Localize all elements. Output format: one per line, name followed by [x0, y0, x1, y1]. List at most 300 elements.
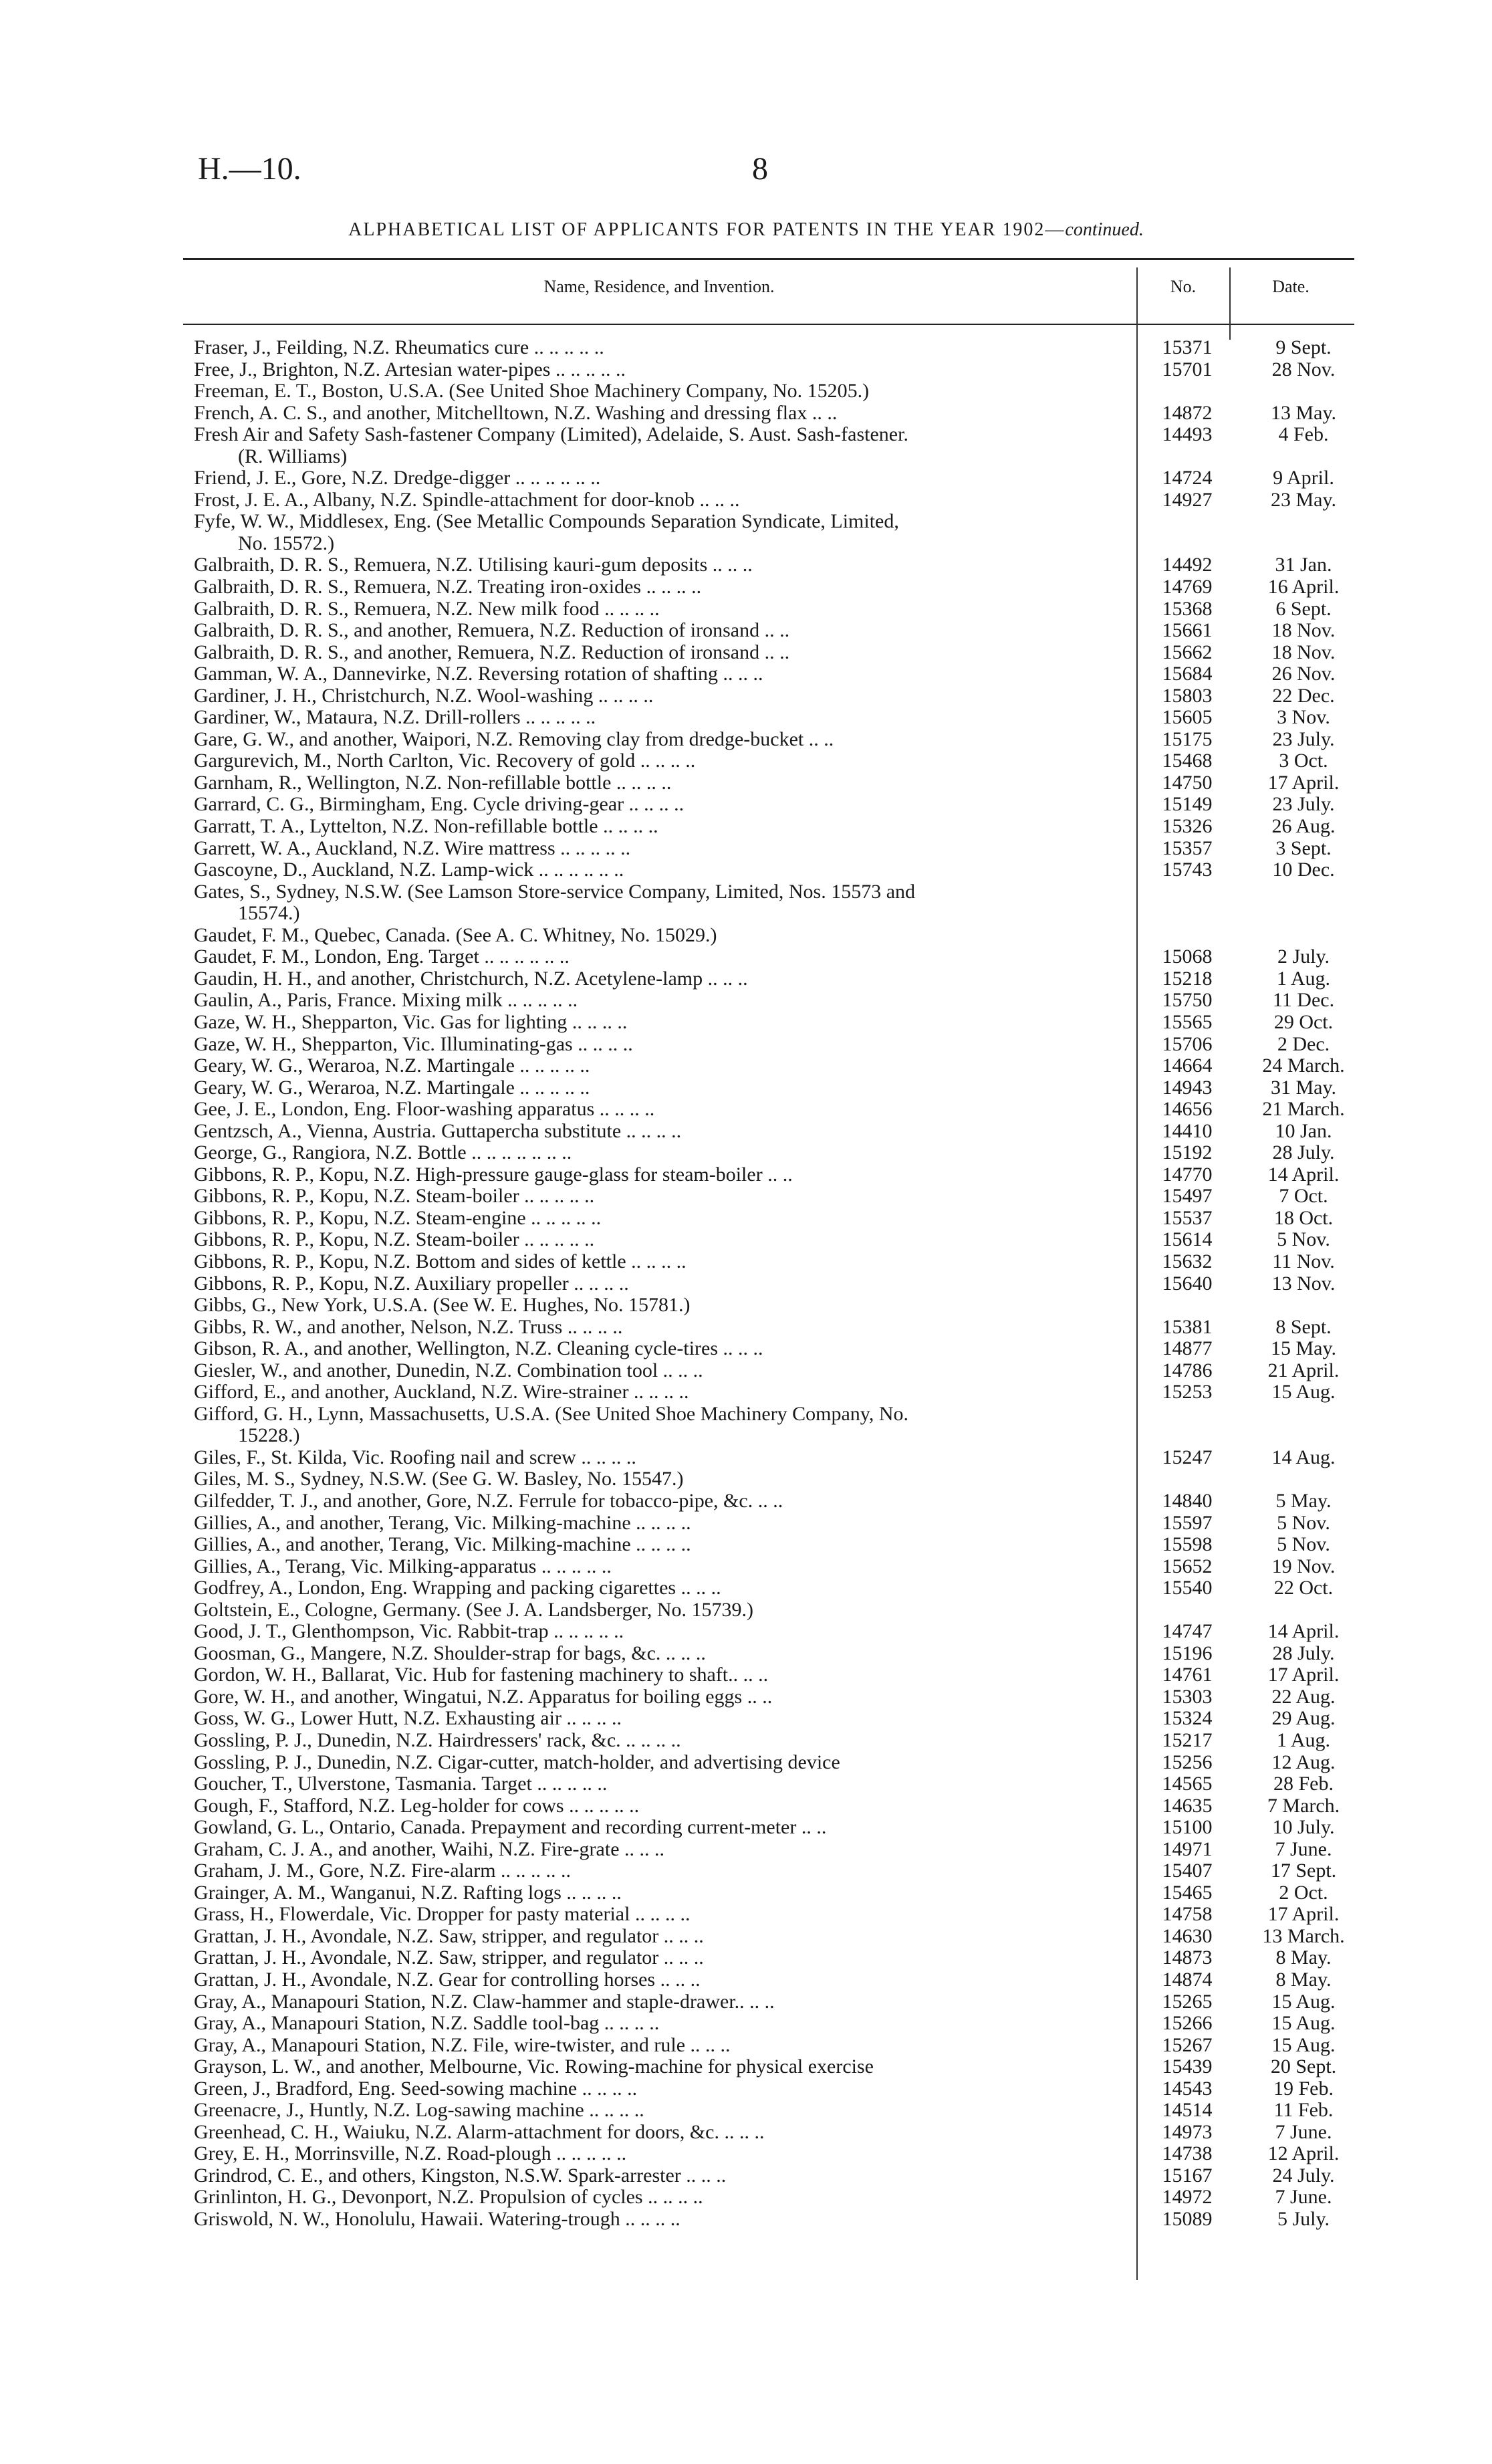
patent-number: 15218 — [1162, 967, 1213, 990]
table-row — [194, 359, 1357, 381]
applicant-entry: Gordon, W. H., Ballarat, Vic. Hub for fastening machinery to shaft.. .. .. — [194, 1664, 769, 1686]
application-date: 31 May. — [1270, 1076, 1337, 1099]
applicant-entry: 15574.) — [238, 903, 300, 925]
applicant-entry: Grattan, J. H., Avondale, N.Z. Saw, stripper, and regulator .. .. .. — [194, 1947, 704, 1969]
applicant-entry: Grass, H., Flowerdale, Vic. Dropper for pasty material .. .. .. .. — [194, 1904, 691, 1926]
application-date: 28 Nov. — [1271, 358, 1336, 380]
applicant-entry: Goltstein, E., Cologne, Germany. (See J. A. Landsberger, No. 15739.) — [194, 1599, 753, 1621]
patent-number: 15303 — [1162, 1685, 1213, 1708]
applicant-entry: Gibbons, R. P., Kopu, N.Z. Steam-engine .. .. .. .. .. — [194, 1207, 602, 1229]
table-row — [194, 1860, 1357, 1882]
table-row — [194, 990, 1357, 1012]
application-date: 11 Dec. — [1272, 989, 1335, 1012]
patent-number: 15149 — [1162, 793, 1213, 816]
applicant-entry: Gibbons, R. P., Kopu, N.Z. Auxiliary propeller .. .. .. .. — [194, 1272, 629, 1295]
application-date: 1 Aug. — [1276, 967, 1330, 990]
patent-number: 15439 — [1162, 2055, 1213, 2078]
applicant-entry: Garnham, R., Wellington, N.Z. Non-refillable bottle .. .. .. .. — [194, 772, 672, 794]
patent-number: 15605 — [1162, 706, 1213, 729]
table-row — [194, 1034, 1357, 1056]
table-row — [194, 1904, 1357, 1926]
application-date: 21 April. — [1267, 1359, 1340, 1381]
applicant-entry: Grattan, J. H., Avondale, N.Z. Gear for controlling horses .. .. .. — [194, 1969, 701, 1991]
table-row — [194, 1773, 1357, 1795]
patent-number: 15267 — [1162, 2033, 1213, 2056]
applicant-entry: Gray, A., Manapouri Station, N.Z. File, wire-twister, and rule .. .. .. — [194, 2034, 731, 2056]
patent-number: 15217 — [1162, 1729, 1213, 1751]
patent-number: 15701 — [1162, 358, 1213, 380]
applicant-entry: French, A. C. S., and another, Mitchelltown, N.Z. Washing and dressing flax .. .. — [194, 402, 838, 424]
table-row — [194, 2165, 1357, 2187]
application-date: 5 Nov. — [1277, 1511, 1330, 1534]
application-date: 18 Nov. — [1271, 641, 1336, 663]
application-date: 13 May. — [1270, 401, 1337, 424]
applicant-entry: Galbraith, D. R. S., Remuera, N.Z. New milk food .. .. .. .. — [194, 598, 660, 620]
table-row — [194, 1273, 1357, 1295]
patent-number: 14770 — [1162, 1163, 1213, 1186]
table-row — [194, 903, 1357, 925]
applicant-entry: Freeman, E. T., Boston, U.S.A. (See United Shoe Machinery Company, No. 15205.) — [194, 380, 870, 403]
application-date: 7 June. — [1275, 2120, 1332, 2143]
table-row — [194, 380, 1357, 403]
applicant-entry: Fyfe, W. W., Middlesex, Eng. (See Metallic Compounds Separation Syndicate, Limited, — [194, 511, 899, 533]
table-row — [194, 663, 1357, 685]
application-date: 12 Aug. — [1271, 1751, 1336, 1773]
applicant-entry: Gilfedder, T. J., and another, Gore, N.Z. Ferrule for tobacco-pipe, &c. .. .. — [194, 1490, 783, 1512]
application-date: 24 July. — [1272, 2164, 1335, 2187]
applicant-entry: Gibson, R. A., and another, Wellington, N.Z. Cleaning cycle-tires .. .. .. — [194, 1338, 763, 1360]
applicant-entry: Greenacre, J., Huntly, N.Z. Log-sawing machine .. .. .. .. — [194, 2100, 644, 2122]
table-row — [194, 816, 1357, 838]
application-date: 7 June. — [1275, 2186, 1332, 2209]
patent-number: 15537 — [1162, 1206, 1213, 1229]
patent-number: 14738 — [1162, 2142, 1213, 2165]
application-date: 11 Nov. — [1272, 1250, 1335, 1272]
applicant-entry: Gore, W. H., and another, Wingatui, N.Z. Apparatus for boiling eggs .. .. — [194, 1686, 773, 1708]
application-date: 28 Feb. — [1273, 1773, 1334, 1795]
applicant-list — [194, 337, 1357, 2231]
application-date: 13 March. — [1262, 1924, 1345, 1947]
application-date: 8 May. — [1275, 1969, 1332, 1991]
table-row — [194, 772, 1357, 794]
application-date: 12 April. — [1267, 2142, 1340, 2165]
table-row — [194, 1490, 1357, 1513]
table-row — [194, 1643, 1357, 1665]
table-row — [194, 1338, 1357, 1360]
table-row — [194, 1708, 1357, 1730]
applicant-entry: Gray, A., Manapouri Station, N.Z. Saddle tool-bag .. .. .. .. — [194, 2013, 660, 2035]
table-row — [194, 1513, 1357, 1535]
table-row — [194, 2056, 1357, 2078]
table-row — [194, 533, 1357, 555]
table-row — [194, 1599, 1357, 1621]
table-row — [194, 1664, 1357, 1686]
page-number: 8 — [752, 151, 768, 187]
applicant-entry: Gardiner, J. H., Christchurch, N.Z. Wool-washing .. .. .. .. — [194, 685, 654, 707]
table-row — [194, 1969, 1357, 1991]
applicant-entry: Giles, F., St. Kilda, Vic. Roofing nail and screw .. .. .. .. — [194, 1446, 636, 1468]
patent-number: 14410 — [1162, 1119, 1213, 1142]
table-row — [194, 1381, 1357, 1404]
applicant-entry: Gardiner, W., Mataura, N.Z. Drill-rollers .. .. .. .. .. — [194, 707, 596, 729]
table-row — [194, 1556, 1357, 1578]
patent-number: 15192 — [1162, 1141, 1213, 1164]
patent-number: 14635 — [1162, 1794, 1213, 1817]
patent-number: 15652 — [1162, 1555, 1213, 1577]
patent-number: 15684 — [1162, 663, 1213, 685]
patent-number: 15266 — [1162, 2012, 1213, 2035]
patent-number: 15614 — [1162, 1228, 1213, 1251]
patent-number: 15175 — [1162, 727, 1213, 750]
applicant-entry: Frost, J. E. A., Albany, N.Z. Spindle-attachment for door-knob .. .. .. — [194, 489, 740, 511]
table-row — [194, 554, 1357, 576]
applicant-entry: Gibbs, R. W., and another, Nelson, N.Z. Truss .. .. .. .. — [194, 1316, 623, 1338]
patent-number: 14750 — [1162, 771, 1213, 794]
table-row — [194, 2209, 1357, 2231]
header-rule — [183, 324, 1354, 325]
application-date: 22 Aug. — [1271, 1685, 1336, 1708]
application-date: 15 Aug. — [1271, 1381, 1336, 1404]
patent-number: 15565 — [1162, 1010, 1213, 1033]
patent-number: 15371 — [1162, 336, 1213, 358]
applicant-entry: George, G., Rangiora, N.Z. Bottle .. .. .. .. .. .. .. — [194, 1142, 572, 1164]
table-row — [194, 750, 1357, 772]
applicant-entry: Gillies, A., Terang, Vic. Milking-apparatus .. .. .. .. .. — [194, 1555, 612, 1577]
table-row — [194, 1817, 1357, 1839]
applicant-entry: Fresh Air and Safety Sash-fastener Company (Limited), Adelaide, S. Aust. Sash-fastener. — [194, 424, 908, 446]
list-title-continued: continued. — [1065, 219, 1144, 240]
applicant-entry: Gee, J. E., London, Eng. Floor-washing apparatus .. .. .. .. — [194, 1099, 655, 1121]
table-row — [194, 337, 1357, 359]
applicant-entry: Free, J., Brighton, N.Z. Artesian water-pipes .. .. .. .. .. — [194, 358, 626, 380]
table-row — [194, 1164, 1357, 1186]
patent-number: 14492 — [1162, 554, 1213, 576]
table-row — [194, 620, 1357, 642]
application-date: 5 Nov. — [1277, 1533, 1330, 1556]
application-date: 10 July. — [1272, 1816, 1335, 1839]
patent-number: 14840 — [1162, 1489, 1213, 1512]
table-row — [194, 1730, 1357, 1752]
table-row — [194, 685, 1357, 707]
application-date: 3 Nov. — [1277, 706, 1330, 729]
applicant-entry: Giles, M. S., Sydney, N.S.W. (See G. W. Basley, No. 15547.) — [194, 1468, 684, 1490]
patent-number: 15326 — [1162, 815, 1213, 838]
table-row — [194, 2013, 1357, 2035]
application-date: 4 Feb. — [1278, 423, 1329, 446]
table-row — [194, 2100, 1357, 2122]
patent-number: 14656 — [1162, 1098, 1213, 1121]
application-date: 26 Aug. — [1271, 815, 1336, 838]
list-title — [0, 219, 1492, 241]
applicant-entry: Grey, E. H., Morrinsville, N.Z. Road-plough .. .. .. .. .. — [194, 2143, 627, 2165]
application-date: 21 March. — [1262, 1098, 1345, 1121]
applicant-entry: Grainger, A. M., Wanganui, N.Z. Rafting logs .. .. .. .. — [194, 1882, 622, 1904]
table-row — [194, 489, 1357, 512]
table-row — [194, 1317, 1357, 1339]
applicant-entry: Gaudet, F. M., London, Eng. Target .. .. .. .. .. .. — [194, 946, 570, 968]
application-date: 5 Nov. — [1277, 1228, 1330, 1251]
table-row — [194, 1468, 1357, 1490]
patent-number: 15068 — [1162, 945, 1213, 968]
application-date: 14 April. — [1267, 1163, 1340, 1186]
table-row — [194, 1947, 1357, 1969]
application-date: 15 Aug. — [1271, 2012, 1336, 2035]
table-row — [194, 1099, 1357, 1121]
table-row — [194, 707, 1357, 729]
applicant-entry: Grinlinton, H. G., Devonport, N.Z. Propulsion of cycles .. .. .. .. — [194, 2187, 703, 2209]
applicant-entry: Good, J. T., Glenthompson, Vic. Rabbit-trap .. .. .. .. .. — [194, 1621, 624, 1643]
patent-number: 15468 — [1162, 750, 1213, 772]
application-date: 23 July. — [1272, 793, 1335, 816]
applicant-entry: Gaze, W. H., Shepparton, Vic. Gas for lighting .. .. .. .. — [194, 1011, 628, 1033]
applicant-entry: (R. Williams) — [238, 445, 348, 467]
patent-number: 14973 — [1162, 2120, 1213, 2143]
table-row — [194, 1142, 1357, 1164]
table-row — [194, 946, 1357, 968]
patent-number: 14874 — [1162, 1969, 1213, 1991]
table-row — [194, 881, 1357, 903]
table-row — [194, 1055, 1357, 1077]
applicant-entry: Galbraith, D. R. S., Remuera, N.Z. Treating iron-oxides .. .. .. .. — [194, 576, 702, 598]
applicant-entry: Gaulin, A., Paris, France. Mixing milk .. .. .. .. .. — [194, 990, 578, 1012]
application-date: 16 April. — [1267, 576, 1340, 598]
list-title-main: ALPHABETICAL LIST OF APPLICANTS FOR PATENTS IN THE YEAR 1902— — [348, 219, 1066, 240]
patent-number: 15368 — [1162, 597, 1213, 620]
application-date: 18 Oct. — [1273, 1206, 1334, 1229]
patent-number: 15706 — [1162, 1032, 1213, 1055]
applicant-entry: Gibbons, R. P., Kopu, N.Z. Steam-boiler .. .. .. .. .. — [194, 1229, 595, 1251]
applicant-entry: Gillies, A., and another, Terang, Vic. Milking-machine .. .. .. .. — [194, 1512, 691, 1534]
patent-number: 14565 — [1162, 1773, 1213, 1795]
applicant-entry: Gates, S., Sydney, N.S.W. (See Lamson Store-service Company, Limited, Nos. 15573 and — [194, 881, 916, 903]
table-row — [194, 1208, 1357, 1230]
applicant-entry: Fraser, J., Feilding, N.Z. Rheumatics cure .. .. .. .. .. — [194, 337, 604, 358]
patent-number: 15247 — [1162, 1446, 1213, 1468]
application-date: 11 Feb. — [1273, 2099, 1334, 2122]
patent-number: 15465 — [1162, 1881, 1213, 1904]
applicant-entry: Goosman, G., Mangere, N.Z. Shoulder-strap for bags, &c. .. .. .. — [194, 1642, 706, 1664]
table-row — [194, 1795, 1357, 1817]
applicant-entry: Friend, J. E., Gore, N.Z. Dredge-digger .. .. .. .. .. .. — [194, 467, 601, 489]
application-date: 15 Aug. — [1271, 1990, 1336, 2013]
patent-number: 15324 — [1162, 1707, 1213, 1730]
applicant-entry: Giesler, W., and another, Dunedin, N.Z. Combination tool .. .. .. — [194, 1359, 703, 1381]
application-date: 9 April. — [1273, 467, 1334, 489]
application-date: 9 Sept. — [1275, 336, 1332, 358]
application-date: 7 Oct. — [1279, 1185, 1328, 1208]
table-row — [194, 1229, 1357, 1251]
application-date: 6 Sept. — [1275, 597, 1332, 620]
table-row — [194, 1926, 1357, 1948]
application-date: 17 April. — [1267, 1664, 1340, 1686]
applicant-entry: Gough, F., Stafford, N.Z. Leg-holder for cows .. .. .. .. .. — [194, 1795, 640, 1817]
patent-number: 14724 — [1162, 467, 1213, 489]
application-date: 15 Aug. — [1271, 2033, 1336, 2056]
patent-number: 15407 — [1162, 1860, 1213, 1882]
application-date: 1 Aug. — [1276, 1729, 1330, 1751]
patent-number: 14877 — [1162, 1337, 1213, 1360]
applicant-entry: Geary, W. G., Weraroa, N.Z. Martingale .. .. .. .. .. — [194, 1077, 590, 1099]
patent-number: 15662 — [1162, 641, 1213, 663]
patent-number: 14786 — [1162, 1359, 1213, 1381]
patent-number: 15381 — [1162, 1315, 1213, 1338]
patent-number: 15256 — [1162, 1751, 1213, 1773]
applicant-entry: Gamman, W. A., Dannevirke, N.Z. Reversing rotation of shafting .. .. .. — [194, 663, 763, 685]
patent-number: 14664 — [1162, 1054, 1213, 1077]
application-date: 29 Aug. — [1271, 1707, 1336, 1730]
applicant-entry: Gifford, G. H., Lynn, Massachusetts, U.S.A. (See United Shoe Machinery Company, No. — [194, 1403, 909, 1425]
table-row — [194, 1447, 1357, 1469]
applicant-entry: Grattan, J. H., Avondale, N.Z. Saw, stripper, and regulator .. .. .. — [194, 1925, 704, 1947]
application-date: 20 Sept. — [1270, 2055, 1337, 2078]
table-row — [194, 576, 1357, 598]
column-header-date: Date. — [1272, 277, 1310, 296]
applicant-entry: Graham, C. J. A., and another, Waihi, N.Z. Fire-grate .. .. .. — [194, 1838, 665, 1860]
patent-number: 15750 — [1162, 989, 1213, 1012]
application-date: 5 July. — [1277, 2208, 1330, 2231]
table-row — [194, 1012, 1357, 1034]
applicant-entry: Greenhead, C. H., Waiuku, N.Z. Alarm-attachment for doors, &c. .. .. .. — [194, 2121, 765, 2143]
patent-number: 14758 — [1162, 1903, 1213, 1926]
table-row — [194, 403, 1357, 425]
application-date: 17 April. — [1267, 771, 1340, 794]
applicant-entry: Gibbons, R. P., Kopu, N.Z. High-pressure gauge-glass for steam-boiler .. .. — [194, 1163, 793, 1186]
table-row — [194, 1534, 1357, 1556]
patent-number: 15597 — [1162, 1511, 1213, 1534]
application-date: 28 July. — [1272, 1141, 1335, 1164]
patent-number: 14971 — [1162, 1837, 1213, 1860]
applicant-entry: Garrard, C. G., Birmingham, Eng. Cycle driving-gear .. .. .. .. — [194, 794, 685, 816]
applicant-entry: Griswold, N. W., Honolulu, Hawaii. Watering-trough .. .. .. .. — [194, 2209, 680, 2231]
application-date: 19 Feb. — [1273, 2077, 1334, 2100]
patent-number: 14514 — [1162, 2099, 1213, 2122]
patent-number: 15196 — [1162, 1642, 1213, 1664]
application-date: 5 May. — [1275, 1489, 1332, 1512]
application-date: 22 Oct. — [1273, 1577, 1334, 1599]
patent-number: 15640 — [1162, 1272, 1213, 1295]
applicant-entry: Gaze, W. H., Shepparton, Vic. Illuminating-gas .. .. .. .. — [194, 1033, 633, 1055]
application-date: 29 Oct. — [1273, 1010, 1334, 1033]
patent-number: 14493 — [1162, 423, 1213, 446]
application-date: 10 Dec. — [1272, 859, 1335, 881]
patent-number: 15540 — [1162, 1577, 1213, 1599]
table-row — [194, 446, 1357, 468]
table-row — [194, 1186, 1357, 1208]
table-row — [194, 467, 1357, 489]
table-row — [194, 598, 1357, 621]
table-row — [194, 1686, 1357, 1708]
application-date: 10 Jan. — [1275, 1119, 1332, 1142]
patent-number: 15632 — [1162, 1250, 1213, 1272]
applicant-entry: Gentzsch, A., Vienna, Austria. Guttapercha substitute .. .. .. .. — [194, 1120, 682, 1142]
applicant-entry: Galbraith, D. R. S., and another, Remuera, N.Z. Reduction of ironsand .. .. — [194, 620, 790, 642]
application-date: 14 April. — [1267, 1620, 1340, 1643]
table-row — [194, 1077, 1357, 1099]
table-row — [194, 642, 1357, 664]
applicant-entry: Gowland, G. L., Ontario, Canada. Prepayment and recording current-meter .. .. — [194, 1817, 827, 1839]
applicant-entry: Goucher, T., Ulverstone, Tasmania. Target .. .. .. .. .. — [194, 1773, 608, 1795]
applicant-entry: Gare, G. W., and another, Waipori, N.Z. Removing clay from dredge-bucket .. .. — [194, 728, 834, 750]
application-date: 7 March. — [1267, 1794, 1340, 1817]
application-date: 24 March. — [1262, 1054, 1345, 1077]
patent-number: 14747 — [1162, 1620, 1213, 1643]
table-row — [194, 1577, 1357, 1599]
patent-number: 15497 — [1162, 1185, 1213, 1208]
column-header-name: Name, Residence, and Invention. — [543, 277, 775, 296]
patent-number: 15743 — [1162, 859, 1213, 881]
table-row — [194, 2187, 1357, 2209]
applicant-entry: Galbraith, D. R. S., and another, Remuera, N.Z. Reduction of ironsand .. .. — [194, 641, 790, 663]
patent-number: 15167 — [1162, 2164, 1213, 2187]
patent-number: 14761 — [1162, 1664, 1213, 1686]
table-row — [194, 511, 1357, 533]
page-reference: H.—10. — [198, 151, 301, 187]
table-row — [194, 2035, 1357, 2057]
table-row — [194, 1882, 1357, 1904]
patent-number: 14769 — [1162, 576, 1213, 598]
application-date: 7 June. — [1275, 1837, 1332, 1860]
applicant-entry: Gascoyne, D., Auckland, N.Z. Lamp-wick .. .. .. .. .. .. — [194, 859, 624, 881]
table-row — [194, 1121, 1357, 1143]
applicant-entry: Galbraith, D. R. S., Remuera, N.Z. Utilising kauri-gum deposits .. .. .. — [194, 554, 753, 576]
application-date: 3 Sept. — [1275, 836, 1332, 859]
applicant-entry: Goss, W. G., Lower Hutt, N.Z. Exhausting air .. .. .. .. — [194, 1708, 622, 1730]
applicant-entry: 15228.) — [238, 1425, 300, 1447]
application-date: 8 May. — [1275, 1946, 1332, 1969]
application-date: 8 Sept. — [1275, 1315, 1332, 1338]
applicant-entry: No. 15572.) — [238, 532, 335, 554]
applicant-entry: Green, J., Bradford, Eng. Seed-sowing machine .. .. .. .. — [194, 2078, 638, 2100]
table-row — [194, 1621, 1357, 1643]
application-date: 23 May. — [1270, 488, 1337, 511]
applicant-entry: Gray, A., Manapouri Station, N.Z. Claw-hammer and staple-drawer.. .. .. — [194, 1991, 775, 2013]
patent-number: 14943 — [1162, 1076, 1213, 1099]
application-date: 2 July. — [1277, 945, 1330, 968]
patent-number: 15100 — [1162, 1816, 1213, 1839]
patent-number: 15265 — [1162, 1990, 1213, 2013]
patent-number: 15803 — [1162, 684, 1213, 707]
patent-number: 15661 — [1162, 619, 1213, 642]
applicant-entry: Grindrod, C. E., and others, Kingston, N.S.W. Spark-arrester .. .. .. — [194, 2164, 727, 2187]
applicant-entry: Gossling, P. J., Dunedin, N.Z. Cigar-cutter, match-holder, and advertising device — [194, 1751, 840, 1773]
patent-number: 15089 — [1162, 2208, 1213, 2231]
application-date: 14 Aug. — [1271, 1446, 1336, 1468]
table-row — [194, 1991, 1357, 2013]
table-row — [194, 2122, 1357, 2144]
application-date: 17 April. — [1267, 1903, 1340, 1926]
table-row — [194, 1404, 1357, 1426]
table-row — [194, 2078, 1357, 2100]
applicant-entry: Garratt, T. A., Lyttelton, N.Z. Non-refillable bottle .. .. .. .. — [194, 816, 658, 838]
applicant-entry: Garrett, W. A., Auckland, N.Z. Wire mattress .. .. .. .. .. — [194, 837, 631, 859]
application-date: 17 Sept. — [1270, 1860, 1337, 1882]
application-date: 26 Nov. — [1271, 663, 1336, 685]
application-date: 2 Dec. — [1277, 1032, 1330, 1055]
table-row — [194, 794, 1357, 816]
table-row — [194, 1295, 1357, 1317]
applicant-entry: Gibbs, G., New York, U.S.A. (See W. E. Hughes, No. 15781.) — [194, 1295, 691, 1317]
applicant-entry: Grayson, L. W., and another, Melbourne, Vic. Rowing-machine for physical exercise — [194, 2056, 874, 2078]
applicant-entry: Gossling, P. J., Dunedin, N.Z. Hairdressers' rack, &c. .. .. .. .. — [194, 1730, 681, 1751]
patent-number: 14873 — [1162, 1946, 1213, 1969]
patent-number: 14630 — [1162, 1924, 1213, 1947]
application-date: 23 July. — [1272, 727, 1335, 750]
table-row — [194, 2143, 1357, 2165]
application-date: 22 Dec. — [1272, 684, 1335, 707]
applicant-entry: Gargurevich, M., North Carlton, Vic. Recovery of gold .. .. .. .. — [194, 750, 696, 772]
table-row — [194, 1360, 1357, 1382]
patent-number: 15357 — [1162, 836, 1213, 859]
